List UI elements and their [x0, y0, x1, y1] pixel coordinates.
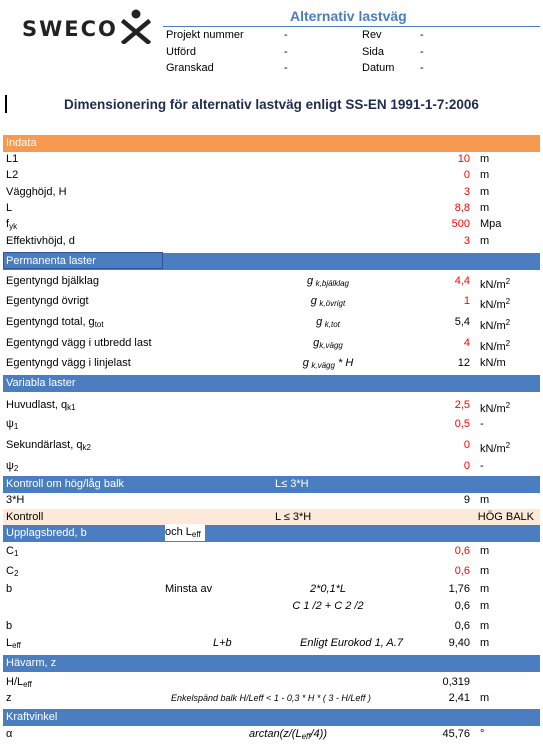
row-label: Sekundärlast, $q_{k2}$ [6, 439, 91, 452]
field-label: Sida [362, 46, 385, 58]
row-unit: m [480, 186, 490, 198]
row-label: Huvudlast, $q_{k1}$ [6, 399, 76, 412]
table-row [3, 598, 540, 615]
row-value: 0,6 [454, 620, 470, 632]
row-unit: $kN/m^2$ [480, 297, 511, 311]
row-formula: g k,övrigt [310, 295, 346, 308]
row-unit: m [480, 494, 490, 506]
row-formula: Enligt Eurokod 1, A.7 [300, 637, 403, 649]
section-kontroll [3, 476, 540, 493]
table-row [3, 355, 540, 372]
row-label: Vägghöjd, H [6, 186, 67, 198]
section-upplag [3, 525, 540, 542]
field-value: - [284, 46, 288, 58]
row-label: $\psi_2$ [6, 460, 19, 473]
title-rule [163, 26, 540, 27]
row-value: 2,41 [448, 692, 470, 704]
row-value[interactable]: 10 [457, 153, 470, 165]
table-row [3, 335, 540, 352]
table-row [3, 200, 540, 217]
row-value: 0,6 [454, 600, 470, 612]
table-row [3, 167, 540, 184]
section-label: Hävarm, z [6, 657, 57, 669]
row-unit: $kN/m^2$ [480, 401, 511, 415]
row-value[interactable]: 3 [463, 235, 470, 247]
section-label: Indata [6, 137, 37, 149]
row-unit: m [480, 692, 490, 704]
section-variabla [3, 375, 540, 392]
selected-cell-border [3, 252, 163, 269]
row-value[interactable]: 1 [463, 295, 470, 307]
row-value: 9 [463, 494, 470, 506]
row-formula: C 1 /2 + C 2 /2 [292, 600, 364, 612]
table-row [3, 437, 540, 454]
table-row [3, 492, 540, 509]
row-unit: m [480, 235, 490, 247]
row-value: 5,4 [454, 316, 470, 328]
row-label: b [6, 583, 13, 595]
sweco-logo-icon [121, 8, 151, 44]
row-unit: kN/m [480, 357, 506, 369]
page-title: Dimensionering för alternativ lastväg enligt SS-EN 1991-1-7:2006 [64, 97, 479, 112]
table-row [3, 581, 540, 598]
row-label: L2 [6, 169, 19, 181]
field-label: Granskad [166, 62, 214, 74]
row-label: z [6, 692, 12, 704]
row-unit: m [480, 583, 490, 595]
row-label: $C_1$ [6, 545, 19, 558]
row-unit: ° [480, 728, 485, 740]
table-row [3, 314, 540, 331]
table-row [3, 233, 540, 250]
row-label: Kontroll [6, 511, 44, 523]
section-kraftvinkel [3, 709, 540, 726]
row-formula: g k,vägg * H [302, 357, 354, 370]
field-value: - [420, 29, 424, 41]
row-value[interactable]: 2,5 [454, 399, 470, 411]
row-formula: g k,tot [316, 316, 340, 329]
field-value: - [284, 62, 288, 74]
section-label: Kraftvinkel [6, 711, 58, 723]
row-unit: $kN/m^2$ [480, 441, 511, 455]
field-label: Datum [362, 62, 395, 74]
row-formula: Enkelspänd balk H/Leff < 1 - 0,3 * H * ( 3 - H/Leff ) [171, 693, 371, 703]
section-label: Kontroll om hög/låg balk [6, 478, 125, 490]
row-unit: m [480, 169, 490, 181]
row-label: $f_{yk}$ [6, 218, 18, 231]
row-note: L+b [213, 637, 232, 649]
row-label: α [6, 728, 13, 740]
table-row [3, 543, 540, 560]
row-formula: $\arctan(z/(L_{eff}/4))$ [249, 728, 327, 741]
row-value[interactable]: 0,6 [454, 545, 470, 557]
row-label: Effektivhöjd, d [6, 235, 75, 247]
row-value[interactable]: 0 [463, 460, 470, 472]
row-value: 1,76 [448, 583, 470, 595]
row-label: Egentyngd övrigt [6, 295, 89, 307]
row-formula: L ≤ 3*H [275, 511, 312, 523]
row-value[interactable]: 500 [451, 218, 470, 230]
table-row [3, 563, 540, 580]
section-indata [3, 135, 540, 152]
row-value: 0,319 [442, 676, 470, 688]
row-label: Egentyngd vägg i linjelast [6, 357, 131, 369]
row-value[interactable]: 0,6 [454, 565, 470, 577]
row-label: Egentyngd bjälklag [6, 275, 99, 287]
row-label: $L_{eff}$ [6, 637, 21, 650]
table-row [3, 293, 540, 310]
field-value: - [420, 62, 424, 74]
row-unit: $kN/m^2$ [480, 318, 511, 332]
document-title: Alternativ lastväg [290, 8, 407, 24]
section-sublabel: och $L_{eff}$ [165, 524, 205, 541]
table-row-kontroll [3, 509, 540, 526]
row-unit: m [480, 153, 490, 165]
section-havarm [3, 655, 540, 672]
row-unit: m [480, 202, 490, 214]
field-value: - [284, 29, 288, 41]
table-row [3, 184, 540, 201]
row-label: $C_2$ [6, 565, 19, 578]
field-label: Utförd [166, 46, 196, 58]
table-row [3, 635, 540, 652]
row-value[interactable]: 0,5 [454, 418, 470, 430]
row-label: $\psi_1$ [6, 418, 19, 431]
row-label: L1 [6, 153, 19, 165]
row-value[interactable]: 8,8 [454, 202, 470, 214]
row-unit: m [480, 565, 490, 577]
row-unit: m [480, 637, 490, 649]
section-label: Permanenta laster [6, 255, 96, 267]
row-label: b [6, 620, 13, 632]
row-label: L [6, 202, 13, 214]
row-unit: - [480, 418, 484, 430]
table-row [3, 273, 540, 290]
table-row [3, 618, 540, 635]
section-label: Variabla laster [6, 377, 76, 389]
row-formula: gk,vägg [313, 337, 343, 350]
row-label: $H/L_{eff}$ [6, 676, 32, 689]
row-label: Egentyngd total, $g_{tot}$ [6, 316, 104, 329]
row-value[interactable]: 0 [463, 169, 470, 181]
row-value[interactable]: 0 [463, 439, 470, 451]
table-row [3, 397, 540, 414]
table-row [3, 216, 540, 233]
row-value[interactable]: 4 [463, 337, 470, 349]
row-label: 3*H [6, 494, 25, 506]
row-formula: 2*0,1*L [309, 583, 347, 595]
row-unit: Mpa [480, 218, 502, 230]
table-row [3, 416, 540, 433]
row-label: Egentyngd vägg i utbredd last [6, 337, 152, 349]
row-note: Minsta av [165, 583, 213, 595]
row-unit: m [480, 600, 490, 612]
field-label: Projekt nummer [166, 29, 244, 41]
row-unit: - [480, 460, 484, 472]
table-row [3, 690, 540, 707]
status-badge: HÖG BALK [477, 511, 534, 523]
row-unit: $kN/m^2$ [480, 277, 511, 291]
row-unit: $kN/m^2$ [480, 339, 511, 353]
table-row [3, 674, 540, 691]
field-label: Rev [362, 29, 382, 41]
row-value[interactable]: 3 [463, 186, 470, 198]
row-formula: g k,bjälklag [307, 275, 349, 288]
table-row [3, 458, 540, 475]
row-value: 12 [457, 357, 470, 369]
row-value: 45,76 [442, 728, 470, 740]
row-value[interactable]: 4,4 [454, 275, 470, 287]
table-row [3, 151, 540, 168]
row-unit: m [480, 545, 490, 557]
row-value: 9,40 [448, 637, 470, 649]
company-logo-text: SWECO [22, 17, 118, 41]
table-row [3, 726, 540, 743]
section-formula: L≤ 3*H [275, 478, 309, 490]
field-value: - [420, 46, 424, 58]
row-unit: m [480, 620, 490, 632]
section-label: Upplagsbredd, b [6, 527, 87, 539]
